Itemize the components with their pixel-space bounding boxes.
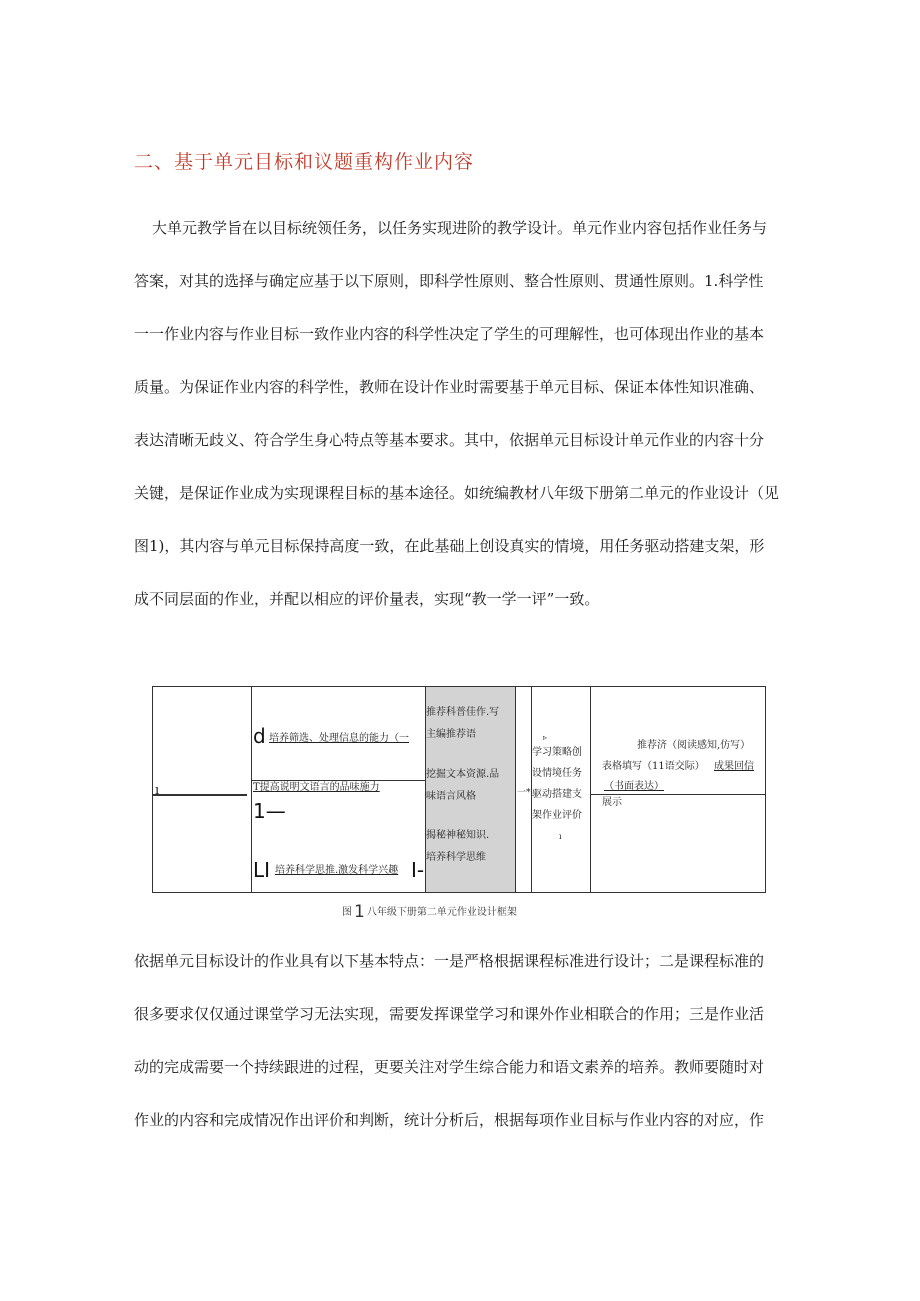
task-3-line: 培养科学思维 — [426, 852, 486, 863]
goal-2-text: T提高说明文语言的品味施力 — [253, 782, 380, 793]
output-line: 展示 — [602, 797, 622, 808]
arrow-mark: 一* — [517, 788, 531, 798]
goal-3-text: 培养科学思推.激发科学兴趣 — [275, 865, 399, 876]
paragraph-line: 动的完成需要一个持续跟进的过程，更要关注对学生综合能力和语文素养的培养。教师要随时对 — [134, 1058, 765, 1076]
goal-marker: I- — [411, 858, 425, 882]
margin-mark: ı — [155, 783, 160, 798]
paragraph-line: 作业的内容和完成情况作出评价和判断，统计分析后，根据每项作业目标与作业内容的对应，作 — [134, 1111, 765, 1129]
goal-marker: LI — [253, 858, 271, 882]
caption-prefix: 图 — [342, 907, 352, 918]
caption-text: 八年级下册第二单元作业设计框架 — [366, 907, 517, 918]
task-3-line: 揭秘神秘知识. — [426, 830, 490, 841]
paragraph-line: 关键，是保证作业成为实现课程目标的基本途径。如统编教材八年级下册第二单元的作业设计（见 — [134, 484, 780, 502]
column-divider — [515, 687, 516, 892]
paragraph-line: 依据单元目标设计的作业具有以下基本特点：一是严格根据课程标准进行设计；二是课程标准的 — [134, 952, 765, 970]
output-line: （书面表达） — [604, 781, 664, 792]
assignment-framework-figure — [152, 686, 766, 893]
strategy-line: 架作业评价 — [532, 810, 582, 821]
column-divider — [590, 687, 591, 892]
column-divider — [251, 687, 252, 892]
strategy-line: 驱动搭建支 — [532, 789, 582, 800]
output-line: 成果回信 — [714, 761, 754, 772]
paragraph-line: 很多要求仅仅通过课堂学习无法实现，需要发挥课堂学习和课外作业相联合的作用；三是作业活 — [134, 1005, 765, 1023]
goal-1-text: 培养筛选、处理信息的能力（一 — [269, 733, 409, 744]
paragraph-line: 表达清晰无歧义、符合学生身心特点等基本要求。其中，依据单元目标设计单元作业的内容十分 — [134, 431, 765, 449]
paragraph-line: 质量。为保证作业内容的科学性，教师在设计作业时需要基于单元目标、保证本体性知识准确、 — [134, 378, 765, 396]
features-paragraph — [134, 935, 786, 1147]
task-1-line: 推荐科普佳作.写 — [426, 707, 500, 718]
caption-number: 1 — [354, 902, 365, 922]
section-heading: 二、基于单元目标和议题重构作业内容 — [134, 151, 475, 173]
strategy-line: 学习策略创 — [532, 747, 582, 758]
paragraph-line: 一一作业内容与作业目标一致作业内容的科学性决定了学生的可理解性，也可体现出作业的基本 — [134, 325, 765, 343]
paragraph-line: 大单元教学旨在以目标统领任务，以任务实现进阶的教学设计。单元作业内容包括作业任务与 — [152, 219, 768, 237]
strategy-mark: ı — [559, 832, 562, 841]
figure-caption — [342, 902, 517, 922]
task-1-line: 主编推荐语 — [426, 729, 476, 740]
strategy-line: 设情境任务 — [532, 768, 582, 779]
task-2-line: 味语言风格 — [426, 791, 476, 802]
paragraph-line: 答案，对其的选择与确定应基于以下原则，即科学性原则、整合性原则、贯通性原则。1.科学性 — [134, 272, 764, 290]
paragraph-line: 图1)，其内容与单元目标保持高度一致，在此基础上创设真实的情境，用任务驱动搭建支架，形 — [134, 537, 765, 555]
goal-marker: 1— — [253, 799, 286, 823]
output-line: 表格填写（11语交际） — [602, 761, 705, 772]
task-2-line: 挖掘文本资源.品 — [426, 769, 500, 780]
strategy-mark: ▹ — [543, 733, 548, 742]
row-divider — [153, 794, 247, 796]
goal-marker: d — [253, 724, 266, 748]
output-line: 推荐济（阅读感知,仿写） — [637, 740, 751, 751]
paragraph-line: 成不同层面的作业，并配以相应的评价量表，实现“教一学一评”一致。 — [134, 590, 600, 608]
intro-paragraph — [134, 202, 786, 626]
